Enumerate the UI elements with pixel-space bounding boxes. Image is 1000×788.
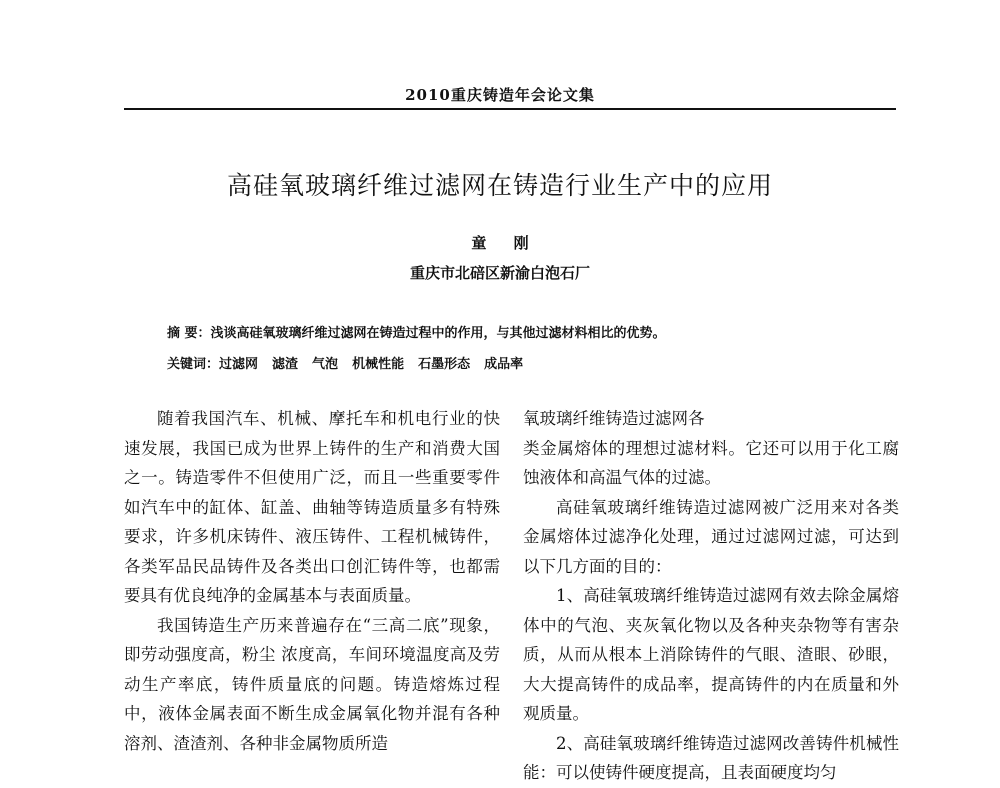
keywords <box>167 353 537 372</box>
body-paragraph: 随着我国汽车、机械、摩托车和机电行业的快速发展，我国已成为世界上铸件的生产和消费大国之一。铸造零件不但使用广泛，而且一些重要零件如汽车中的缸体、缸盖、曲轴等铸造质量多有特殊要求，许多机床铸件、液压铸件、工程机械铸件，各类军品民品铸件及各类出口创汇铸件等，也都需要具有优良纯净的金属基本与表面质量。 <box>124 409 500 605</box>
keyword: 石墨形态 <box>418 357 471 372</box>
header-rule <box>124 108 896 110</box>
keyword: 气泡 <box>312 357 339 372</box>
keyword: 滤渣 <box>272 357 299 372</box>
article-title: 高硅氧玻璃纤维过滤网在铸造行业生产中的应用 <box>226 171 773 200</box>
keywords-label: 关键词： <box>167 357 220 372</box>
author-name: 童 刚 <box>471 234 529 252</box>
body-paragraph: 氧玻璃纤维铸造过滤网各 <box>523 409 705 428</box>
body-paragraph: 类金属熔体的理想过滤材料。它还可以用于化工腐蚀液体和高温气体的过滤。 <box>523 438 899 487</box>
abstract <box>167 322 666 341</box>
keyword: 成品率 <box>484 357 524 372</box>
keyword: 机械性能 <box>352 357 405 372</box>
body-column-left <box>124 404 500 758</box>
body-paragraph: 1、高硅氧玻璃纤维铸造过滤网有效去除金属熔体中的气泡、夹灰氧化物以及各种夹杂物等有害杂质，从而从根本上消除铸件的气眼、渣眼、砂眼，大大提高铸件的成品率，提高铸件的内在质量和外观质量。 <box>523 586 899 723</box>
body-paragraph: 2、高硅氧玻璃纤维铸造过滤网改善铸件机械性能：可以使铸件硬度提高，且表面硬度均匀 <box>523 733 899 782</box>
body-paragraph: 我国铸造生产历来普遍存在“三高二底”现象，即劳动强度高，粉尘 浓度高，车间环境温度高及劳动生产率底，铸件质量底的问题。铸造熔炼过程中，液体金属表面不断生成金属氧化物并混有各种溶剂、渣渣剂、各种非金属物质所造 <box>124 615 500 753</box>
abstract-label: 摘 要： <box>167 326 211 341</box>
running-header: 2010重庆铸造年会论文集 <box>405 86 595 104</box>
author-affiliation: 重庆市北碚区新渝白泡石厂 <box>409 264 590 282</box>
abstract-text: 浅谈高硅氧玻璃纤维过滤网在铸造过程中的作用，与其他过滤材料相比的优势。 <box>210 326 666 341</box>
body-column-right <box>523 404 899 788</box>
keyword: 过滤网 <box>219 357 259 372</box>
body-paragraph: 高硅氧玻璃纤维铸造过滤网被广泛用来对各类金属熔体过滤净化处理，通过过滤网过滤，可达到以下几方面的目的： <box>523 497 899 576</box>
